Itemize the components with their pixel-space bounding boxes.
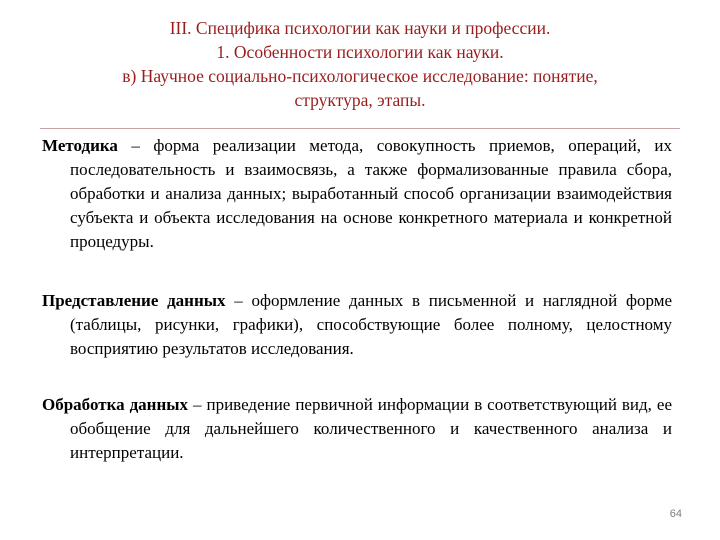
definition-term: Методика bbox=[42, 136, 118, 155]
divider-line bbox=[40, 128, 680, 129]
title-line-1: III. Специфика психологии как науки и профессии. bbox=[169, 18, 551, 38]
definition-text: – оформление данных в письменной и наглядной форме (таблицы, рисунки, графики), способствующие более полному, целостному восприятию результатов исследования. bbox=[70, 291, 673, 358]
title-line-4: структура, этапы. bbox=[294, 90, 426, 110]
definition-methodology bbox=[42, 134, 672, 254]
definition-data-presentation bbox=[42, 289, 672, 361]
page-number: 64 bbox=[669, 508, 682, 520]
title-line-3: в) Научное социально-психологическое исследование: понятие, bbox=[122, 66, 598, 86]
definition-data-processing bbox=[42, 393, 672, 465]
definition-term: Обработка данных bbox=[42, 395, 189, 414]
title-line-2: 1. Особенности психологии как науки. bbox=[216, 42, 504, 62]
definition-text: – форма реализации метода, совокупность приемов, операций, их последовательность и взаимосвязь, а также формализованные правила сбора, обработки и анализа данных; выработанный способ организации взаимодействия субъекта и объекта исследования на основе конкретного материала и конкретной процедуры. bbox=[70, 136, 672, 251]
slide-title bbox=[60, 16, 660, 112]
definition-term: Представление данных bbox=[42, 291, 226, 310]
definition-text: – приведение первичной информации в соответствующий вид, ее обобщение для дальнейшего количественного и качественного анализа и интерпретации. bbox=[70, 395, 672, 462]
